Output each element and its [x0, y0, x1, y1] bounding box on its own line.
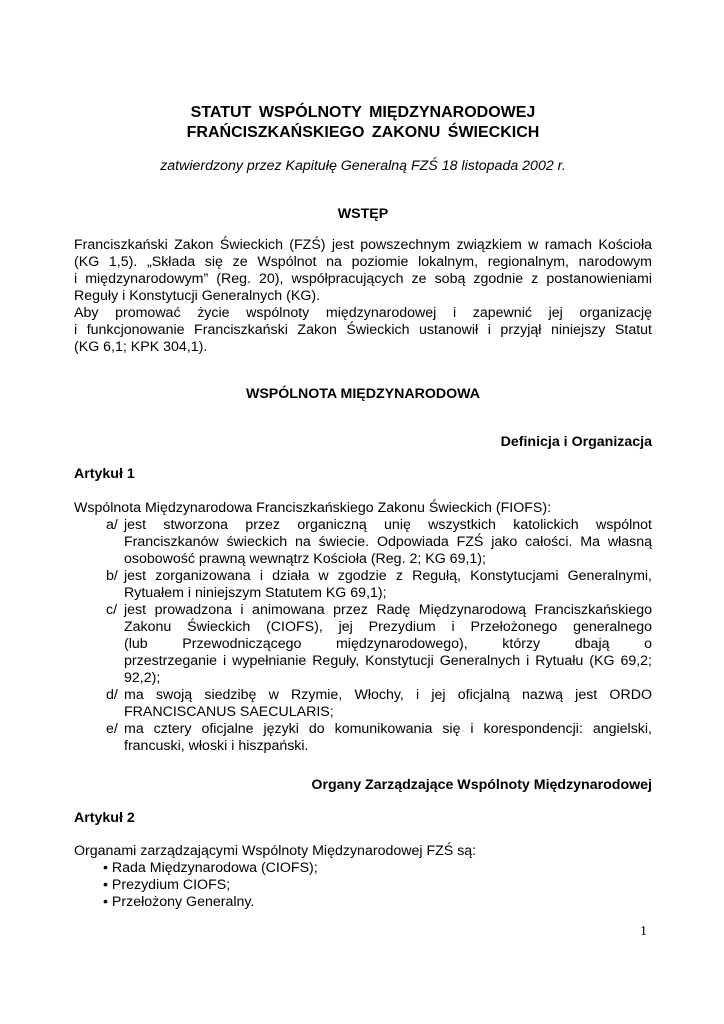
- article-1-heading: Artykuł 1: [74, 466, 135, 482]
- text-line: przestrzeganie i wypełnianie Reguły, Konstytucji Generalnych i Rytuału (KG 69,2;: [124, 653, 652, 669]
- page-number: 1: [640, 924, 647, 939]
- subheading-definition: Definicja i Organizacja: [500, 434, 652, 450]
- article-2-heading: Artykuł 2: [74, 810, 135, 826]
- text-line: Franciszkanów świeckich na świecie. Odpowiada FZŚ jako całości. Ma własną: [124, 534, 652, 550]
- text-line: i funkcjonowanie Franciszkański Zakon Świeckich ustanowił i przyjął niniejszy Statut: [74, 322, 652, 338]
- document-title: [74, 103, 652, 143]
- list-item: [106, 687, 652, 721]
- section-heading-international: WSPÓLNOTA MIĘDZYNARODOWA: [245, 386, 481, 402]
- text-line: Reguły i Konstytucji Generalnych (KG).: [74, 288, 321, 304]
- text-line: ma cztery oficjalne języki do komunikowania się i korespondencji: angielski,: [124, 721, 652, 737]
- text-line: francuski, włoski i hiszpański.: [124, 738, 309, 754]
- intro-paragraph-2: [74, 305, 652, 356]
- intro-paragraph-1: [74, 237, 652, 305]
- text-line: Rytuałem i niniejszym Statutem KG 69,1);: [124, 585, 387, 601]
- article-1-lead: Wspólnota Międzynarodowa Franciszkańskiego Zakonu Świeckich (FIOFS):: [74, 500, 552, 516]
- text-line: (KG 6,1; KPK 304,1).: [74, 339, 208, 355]
- list-item: [106, 568, 652, 602]
- text-line: jest zorganizowana i działa w zgodzie z Regułą, Konstytucjami Generalnymi,: [124, 568, 652, 584]
- text-line: 92,2);: [124, 670, 161, 686]
- list-item: [106, 602, 652, 687]
- intro-heading: WSTĘP: [337, 206, 389, 222]
- text-line: ma swoją siedzibę w Rzymie, Włochy, i jej oficjalną nazwą jest ORDO: [124, 687, 652, 703]
- list-item: [106, 721, 652, 755]
- article-2-bullet-list: [103, 860, 503, 911]
- text-line: Aby promować życie wspólnoty międzynarodowej i zapewnić jej organizację: [74, 305, 652, 321]
- text-line: i międzynarodowym” (Reg. 20), współpracujących ze sobą zgodnie z postanowieniami: [74, 271, 652, 287]
- bullet-item: • Przełożony Generalny.: [103, 894, 255, 910]
- text-line: (lub Przewodniczącego międzynarodowego), którzy dbają o: [124, 636, 652, 652]
- bullet-item: • Prezydium CIOFS;: [103, 877, 231, 893]
- article-2-lead: Organami zarządzającymi Wspólnoty Międzynarodowej FZŚ są:: [74, 843, 477, 859]
- text-line: jest prowadzona i animowana przez Radę Międzynarodową Franciszkańskiego: [124, 602, 652, 618]
- title-line-1: STATUT WSPÓLNOTY MIĘDZYNARODOWEJ: [190, 104, 536, 121]
- text-line: FRANCISCANUS SAECULARIS;: [124, 704, 334, 720]
- list-item: [106, 517, 652, 568]
- bullet-item: • Rada Międzynarodowa (CIOFS);: [103, 860, 318, 876]
- list-marker: d/: [106, 687, 118, 703]
- article-1-list: [106, 517, 652, 755]
- list-marker: c/: [106, 602, 118, 618]
- list-marker: b/: [106, 568, 118, 584]
- approval-subtitle: zatwierdzony przez Kapitułę Generalną FZŚ 18 listopada 2002 r.: [160, 158, 566, 174]
- title-line-2: FRAŃCISZKAŃSKIEGO ZAKONU ŚWIECKICH: [186, 124, 540, 141]
- subheading-governing-bodies: Organy Zarządzające Wspólnoty Międzynarodowej: [311, 777, 652, 793]
- text-line: osobowość prawną wewnątrz Kościoła (Reg. 2; KG 69,1);: [124, 551, 486, 567]
- list-marker: e/: [106, 721, 118, 737]
- text-line: (KG 1,5). „Składa się ze Wspólnot na poziomie lokalnym, regionalnym, narodowym: [74, 254, 652, 270]
- text-line: Franciszkański Zakon Świeckich (FZŚ) jest powszechnym związkiem w ramach Kościoła: [74, 237, 652, 253]
- text-line: jest stworzona przez organiczną unię wszystkich katolickich wspólnot: [124, 517, 652, 533]
- list-marker: a/: [106, 517, 118, 533]
- text-line: Zakonu Świeckich (CIOFS), jej Prezydium i Przełożonego generalnego: [124, 619, 652, 635]
